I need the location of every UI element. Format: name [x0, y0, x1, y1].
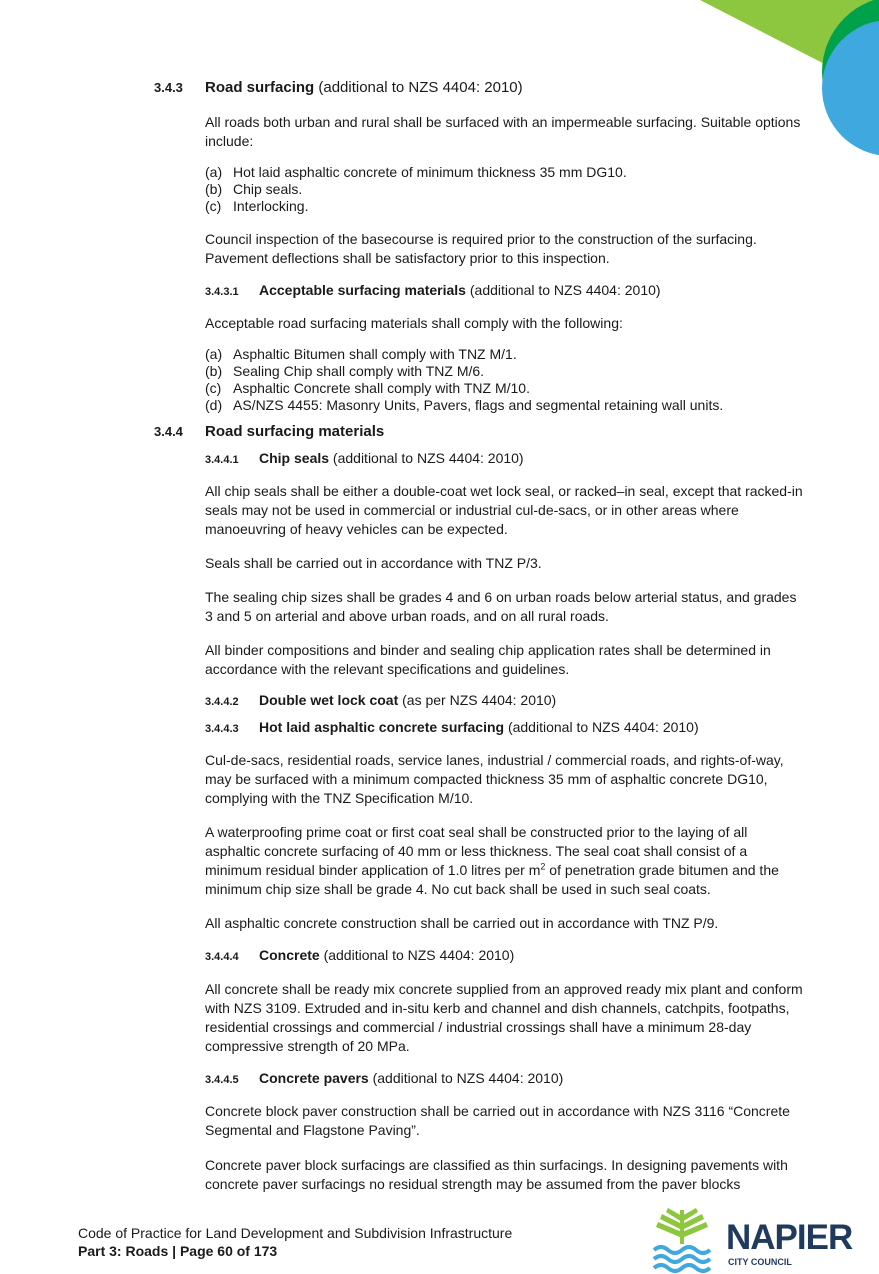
footer-title: Code of Practice for Land Development and Subdivision Infrastructure — [78, 1225, 513, 1241]
napier-logo — [648, 1208, 853, 1274]
fern-icon — [648, 1208, 718, 1274]
paragraph: Cul-de-sacs, residential roads, service lanes, industrial / commercial roads, and rights-of-way, may be surfaced with a minimum compacted thickness 35 mm of asphaltic concrete DG10, complying with the TNZ Specification M/10. — [205, 752, 784, 806]
paragraph: Seals shall be carried out in accordance with TNZ P/3. — [205, 555, 542, 571]
footer-page-number: Part 3: Roads | Page 60 of 173 — [78, 1243, 278, 1259]
list-item: (d) AS/NZS 4455: Masonry Units, Pavers, flags and segmental retaining wall units. — [205, 397, 724, 413]
heading-3-4-4-4: 3.4.4.4 Concrete (additional to NZS 4404: 2010) — [205, 947, 515, 963]
page-footer — [78, 1224, 512, 1260]
logo-wordmark: NAPIER — [726, 1218, 853, 1257]
options-list — [205, 164, 805, 215]
paragraph: All chip seals shall be either a double-coat wet lock seal, or racked–in seal, except that racked-in seals may not be used in commercial or industrial cul-de-sacs, or in other areas where manoeuvring of heavy vehicles can be expected. — [205, 483, 803, 537]
paragraph: Council inspection of the basecourse is required prior to the construction of the surfacing. Pavement deflections shall be satisfactory prior to this inspection. — [205, 231, 757, 266]
paragraph: Concrete paver block surfacings are classified as thin surfacings. In designing pavements with concrete paver surfacings no residual strength may be assumed from the paver blocks — [205, 1157, 788, 1192]
materials-list — [205, 346, 805, 414]
heading-3-4-4-2: 3.4.4.2 Double wet lock coat (as per NZS 4404: 2010) — [205, 692, 557, 708]
heading-3-4-4-1: 3.4.4.1 Chip seals (additional to NZS 4404: 2010) — [205, 450, 524, 466]
list-item: (b) Chip seals. — [205, 181, 303, 197]
paragraph: All roads both urban and rural shall be surfaced with an impermeable surfacing. Suitable options include: — [205, 114, 801, 149]
paragraph: Concrete block paver construction shall be carried out in accordance with NZS 3116 “Concrete Segmental and Flagstone Paving”. — [205, 1103, 790, 1138]
heading-3-4-3: 3.4.3 Road surfacing (additional to NZS 4404: 2010) — [154, 79, 523, 96]
heading-3-4-4-3: 3.4.4.3 Hot laid asphaltic concrete surfacing (additional to NZS 4404: 2010) — [205, 719, 699, 735]
paragraph: All concrete shall be ready mix concrete supplied from an approved ready mix plant and conform with NZS 3109. Extruded and in-situ kerb and channel and dish channels, catchpits, footpaths, residential crossings and commercial / industrial crossings shall have a minimum 28-day compressive strength of 20 MPa. — [205, 981, 803, 1054]
list-item: (c) Asphaltic Concrete shall comply with TNZ M/10. — [205, 380, 530, 396]
paragraph: All asphaltic concrete construction shall be carried out in accordance with TNZ P/9. — [205, 915, 719, 931]
list-item: (a) Hot laid asphaltic concrete of minimum thickness 35 mm DG10. — [205, 164, 627, 180]
list-item: (b) Sealing Chip shall comply with TNZ M/6. — [205, 363, 485, 379]
paragraph: A waterproofing prime coat or first coat seal shall be constructed prior to the laying of all asphaltic concrete surfacing of 40 mm or less thickness. The seal coat shall consist of a minimum residual binder application of 1.0 litres per $m^2$ of penetration grade bitumen and the minimum chip size shall be grade 4. No cut back shall be used in such seal coats. — [205, 824, 779, 897]
paragraph: Acceptable road surfacing materials shall comply with the following: — [205, 315, 623, 331]
paragraph: The sealing chip sizes shall be grades 4 and 6 on urban roads below arterial status, and grades 3 and 5 on arterial and above urban roads, and on all rural roads. — [205, 589, 797, 624]
heading-3-4-4: 3.4.4 Road surfacing materials — [154, 423, 385, 440]
heading-3-4-3-1: 3.4.3.1 Acceptable surfacing materials (additional to NZS 4404: 2010) — [205, 282, 661, 298]
paragraph: All binder compositions and binder and sealing chip application rates shall be determined in accordance with the relevant specifications and guidelines. — [205, 642, 771, 677]
list-item: (c) Interlocking. — [205, 198, 309, 214]
list-item: (a) Asphaltic Bitumen shall comply with TNZ M/1. — [205, 346, 517, 362]
logo-subtitle: CITY COUNCIL — [728, 1257, 792, 1267]
heading-3-4-4-5: 3.4.4.5 Concrete pavers (additional to NZS 4404: 2010) — [205, 1070, 564, 1086]
